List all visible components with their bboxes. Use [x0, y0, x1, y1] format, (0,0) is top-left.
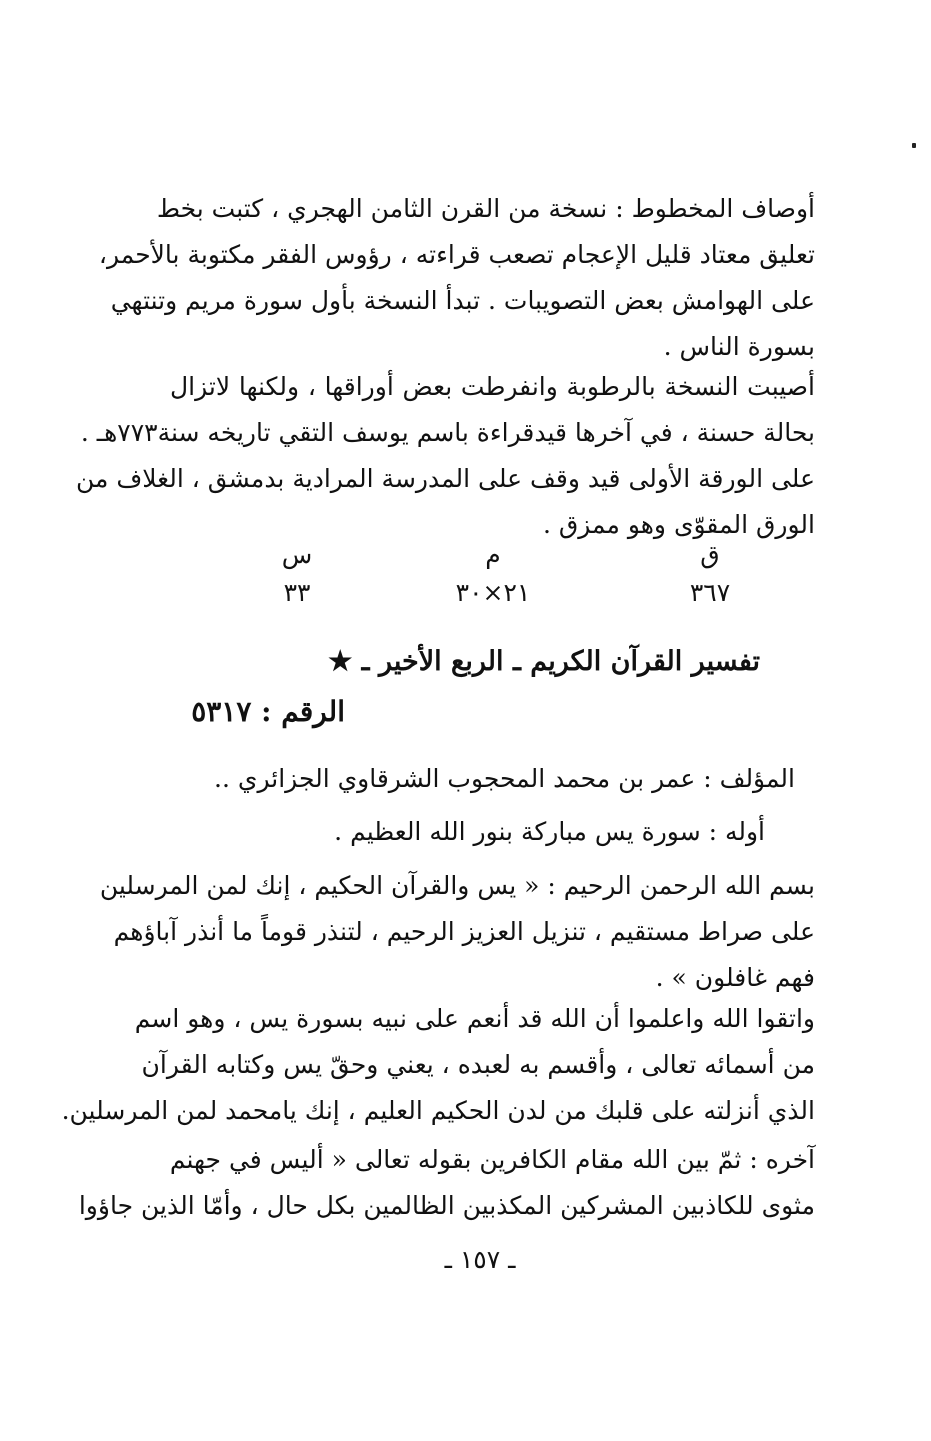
text-line: الذي أنزلته على قلبك من لدن الحكيم العليم ، إنك يامحمد لمن المرسلين.	[61, 1096, 815, 1125]
text-line: على الورقة الأولى قيد وقف على المدرسة المرادية بدمشق ، الغلاف من	[75, 464, 815, 493]
text-line: بسم الله الرحمن الرحيم : « يس والقرآن الحكيم ، إنك لمن المرسلين	[99, 871, 815, 900]
text-line: مثوى للكاذبين المشركين المكذبين الظالمين بكل حال ، وأمّا الذين جاؤوا	[78, 1191, 815, 1220]
incipit-continuation-paragraph	[61, 996, 815, 1134]
text-line: تعليق معتاد قليل الإعجام تصعب قراءته ، رؤوس الفقر مكتوبة بالأحمر،	[98, 240, 815, 269]
text-line: فهم غافلون » .	[655, 963, 815, 992]
entry-title: تفسير القرآن الكريم ـ الربع الأخير ـ ★	[328, 646, 760, 677]
text-line: الورق المقوّى وهو ممزق .	[542, 510, 815, 539]
page-number: ـ ١٥٧ ـ	[444, 1245, 516, 1274]
dimension-label: ق	[700, 540, 720, 569]
margin-ink-mark	[912, 143, 916, 148]
manuscript-description-paragraph	[98, 186, 815, 370]
text-line: واتقوا الله واعلموا أن الله قد أنعم على نبيه بسورة يس ، وهو اسم	[134, 1004, 815, 1033]
dimension-lines	[242, 536, 352, 612]
text-line: بحالة حسنة ، في آخرها قيدقراءة باسم يوسف التقي تاريخه سنة٧٧٣هـ .	[80, 418, 815, 447]
explicit-paragraph	[78, 1137, 815, 1229]
entry-author: المؤلف : عمر بن محمد المحجوب الشرقاوي الجزائري ..	[214, 764, 795, 793]
incipit-paragraph	[99, 863, 815, 1001]
dimensions-table	[0, 536, 931, 616]
dimension-value: ٢١×٣٠	[455, 578, 531, 607]
dimension-leaves	[655, 536, 765, 612]
text-line: بسورة الناس .	[663, 332, 815, 361]
text-line: على صراط مستقيم ، تنزيل العزيز الرحيم ، لتنذر قوماً ما أنذر آباؤهم	[113, 917, 815, 946]
text-line: أصيبت النسخة بالرطوبة وانفرطت بعض أوراقها ، ولكنها لاتزال	[170, 372, 815, 401]
dimension-value: ٣٣	[283, 578, 311, 607]
text-line: على الهوامش بعض التصويبات . تبدأ النسخة بأول سورة مريم وتنتهي	[110, 286, 815, 315]
text-line: أوصاف المخطوط : نسخة من القرن الثامن الهجري ، كتبت بخط	[156, 194, 815, 223]
manuscript-condition-paragraph	[75, 364, 815, 548]
text-line: آخره : ثمّ بين الله مقام الكافرين بقوله تعالى « أليس في جهنم	[169, 1145, 815, 1174]
entry-number: الرقم : ٥٣١٧	[191, 695, 345, 728]
entry-beginning: أوله : سورة يس مباركة بنور الله العظيم .	[334, 817, 765, 846]
dimension-label: س	[281, 540, 313, 569]
dimension-size	[438, 536, 548, 612]
text-line: من أسمائه تعالى ، وأقسم به لعبده ، يعني وحقّ يس وكتابه القرآن	[141, 1050, 815, 1079]
dimension-value: ٣٦٧	[689, 578, 731, 607]
dimension-label: م	[485, 540, 501, 569]
